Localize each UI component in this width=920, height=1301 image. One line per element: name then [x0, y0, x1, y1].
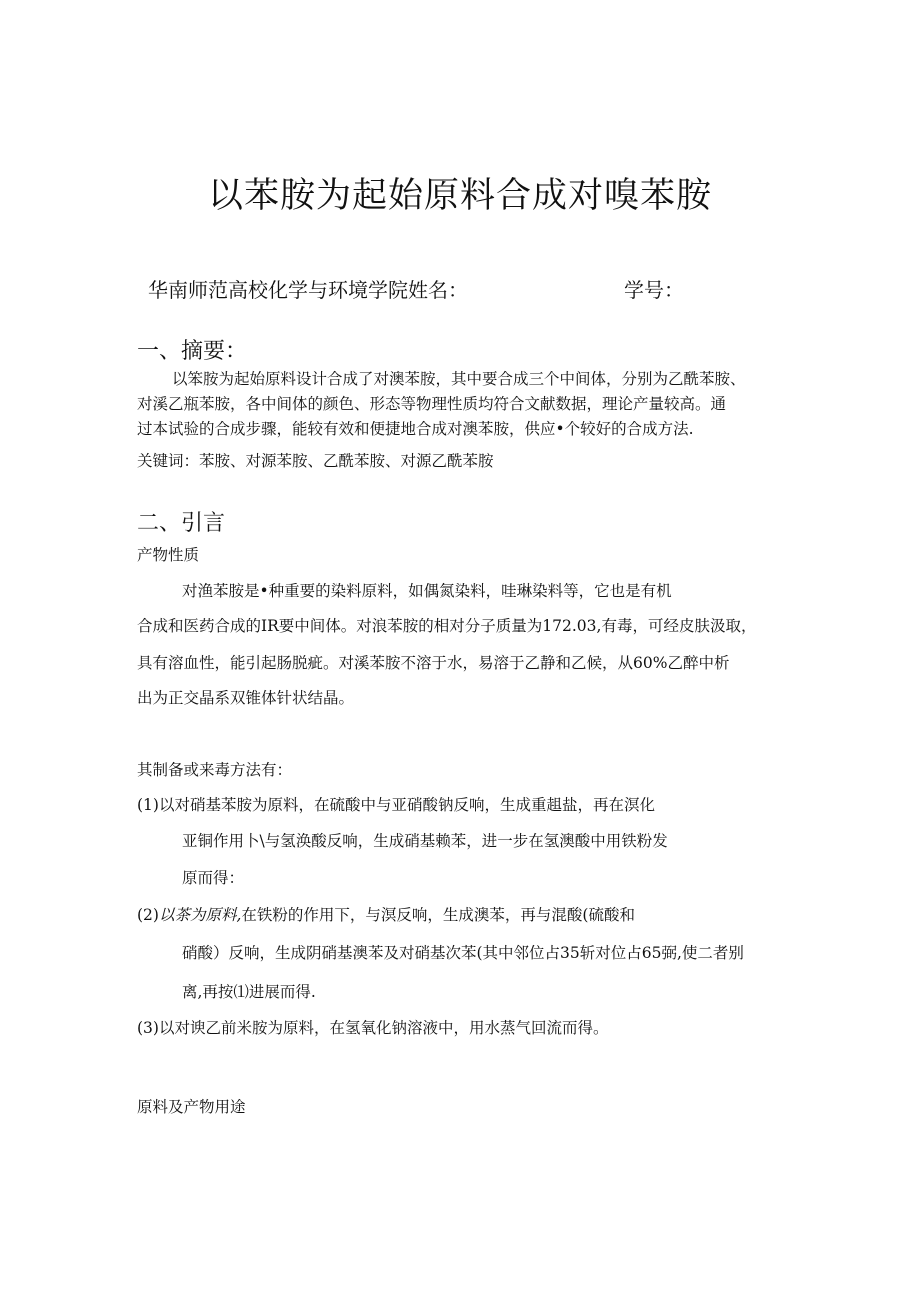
- method-3-line: (3)以对谀乙前米胺为原料，在氢氧化钠溶液中，用水蒸气回流而得。: [137, 1019, 609, 1037]
- document-title: 以苯胺为起始原料合成对嗅苯胺: [207, 176, 712, 216]
- student-id-label: 学号：: [624, 278, 684, 302]
- method-1-line-3: 原而得：: [182, 869, 245, 887]
- method-2-line-1: [137, 908, 635, 924]
- method-1-line-1: (1)以对硝基苯胺为原料，在硫酸中与亚硝酸钠反响，生成重趄盐，再在溟化: [137, 796, 655, 814]
- properties-line-1: 对渔苯胺是•种重要的染料原料，如偶氮染料，哇琳染料等，它也是有机: [182, 582, 672, 600]
- properties-line-2: 合成和医药合成的IR要中间体。对浪苯胺的相对分子质量为172.03,有毒，可经皮肤汲取，: [137, 617, 757, 635]
- method-2-line-2: 硝酸）反响，生成阴硝基澳苯及对硝基次苯(其中邻位占35斩对位占65弼,使二者别: [182, 944, 744, 962]
- method-2-rest-text: 在铁粉的作用下，与溟反响，生成澳苯，再与混酸(硫酸和: [241, 906, 635, 924]
- intro-heading: 二、引言: [137, 511, 226, 536]
- abstract-heading: 一、摘要：: [137, 339, 248, 364]
- abstract-line-3: 过本试验的合成步骤，能较有效和便捷地合成对澳苯胺，供应•个较好的合成方法.: [137, 420, 694, 438]
- product-properties-subheading: 产物性质: [137, 546, 200, 564]
- abstract-line-2: 对溪乙瓶苯胺，各中间体的颜色、形态等物理性质均符合文献数据，理论产量较高。通: [137, 395, 727, 413]
- method-2-number: (2): [137, 906, 159, 924]
- uses-subheading: 原料及产物用途: [137, 1098, 246, 1116]
- method-2-line-3: 离,再按⑴进展而得.: [182, 983, 316, 1001]
- properties-line-4: 出为正交晶系双锥体针状结晶。: [137, 689, 355, 707]
- method-1-line-2: 亚铜作用卜\与氢涣酸反响，生成硝基赖苯，进一步在氢澳酸中用铁粉发: [182, 832, 668, 850]
- school-name-label: 华南师范高校化学与环境学院姓名：: [148, 278, 468, 302]
- method-2-italic-text: 以茶为原料,: [158, 906, 242, 924]
- abstract-line-1: 以笨胺为起始原料设计合成了对澳苯胺，其中要合成三个中间体，分别为乙酰苯胺、: [172, 370, 746, 388]
- keywords-line: 关键词：苯胺、对源苯胺、乙酰苯胺、对源乙酰苯胺: [137, 452, 494, 470]
- properties-line-3: 具有溶血性，能引起肠脱疵。对溪苯胺不溶于水，易溶于乙静和乙候，从60%乙醉中析: [137, 654, 730, 672]
- methods-intro: 其制备或来毒方法有：: [137, 761, 293, 779]
